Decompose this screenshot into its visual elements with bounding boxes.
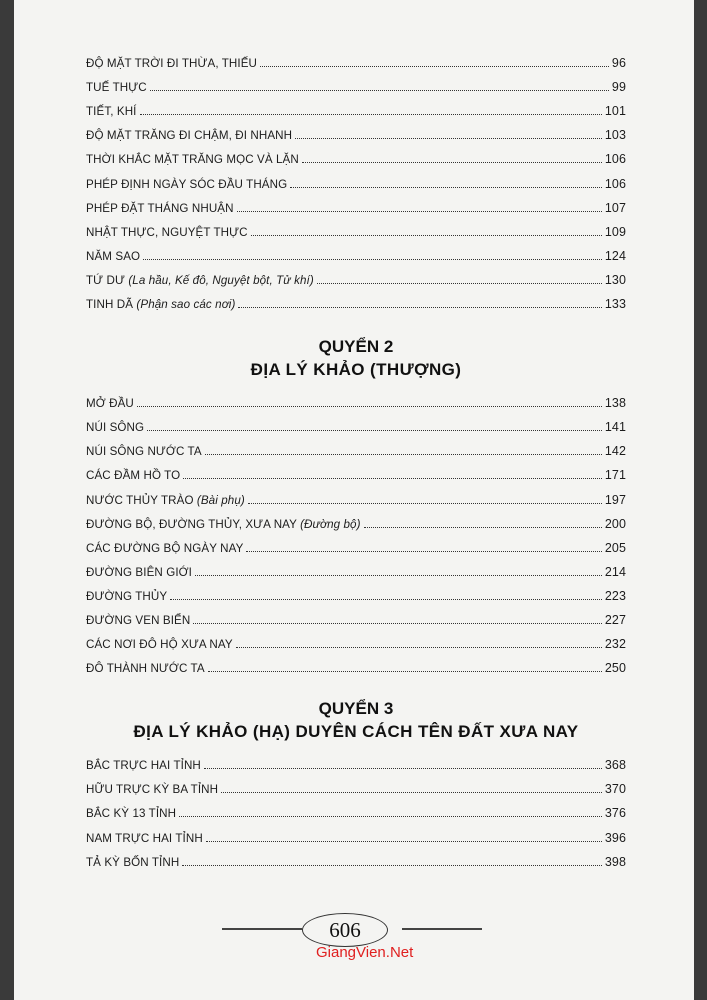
entry-title-text: THỜI KHẮC MẶT TRĂNG MỌC VÀ LẶN (86, 153, 299, 167)
entry-page-number: 109 (604, 224, 626, 239)
entry-title (86, 226, 248, 239)
entry-title-text: PHÉP ĐỊNH NGÀY SÓC ĐẦU THÁNG (86, 177, 288, 191)
entry-page-number: 142 (604, 444, 626, 459)
entry-title-text: BẮC TRỰC HAI TỈNH (86, 759, 201, 773)
entry-title (86, 783, 218, 796)
toc-entry[interactable] (86, 627, 626, 651)
entry-title-text: ĐÔ THÀNH NƯỚC TA (86, 662, 205, 676)
volume-subtitle: ĐỊA LÝ KHẢO (HẠ) DUYÊN CÁCH TÊN ĐẤT XƯA NAY (133, 722, 579, 742)
toc-entry[interactable] (86, 118, 626, 142)
dot-leader (150, 89, 609, 91)
toc-entry[interactable] (86, 263, 626, 287)
toc-entry[interactable] (86, 772, 626, 796)
entry-title (86, 614, 190, 627)
entry-title-text: CÁC ĐẦM HỒ TO (86, 469, 181, 483)
entry-page-number: 106 (604, 176, 626, 191)
entry-title-text: NÚI SÔNG (86, 421, 145, 435)
entry-title-text: TẢ KỲ BỐN TỈNH (86, 855, 180, 869)
section-heading (86, 337, 626, 380)
entry-page-number: 103 (604, 128, 626, 143)
entry-title-text: CÁC NƠI ĐÔ HỘ XƯA NAY (86, 638, 233, 652)
entry-title (86, 542, 243, 555)
dot-leader (238, 306, 601, 308)
toc-entry[interactable] (86, 70, 626, 94)
entry-title (86, 178, 287, 191)
toc-entry[interactable] (86, 94, 626, 118)
toc-entry[interactable] (86, 748, 626, 772)
dot-leader (251, 234, 602, 236)
entry-title (86, 153, 299, 166)
entry-title-text: PHÉP ĐẶT THÁNG NHUẬN (86, 201, 234, 215)
dot-leader (260, 65, 609, 67)
toc-entry[interactable] (86, 46, 626, 70)
entry-title (86, 250, 140, 263)
dot-leader (206, 840, 602, 842)
dot-leader (140, 113, 602, 115)
entry-title (86, 397, 134, 410)
dot-leader (183, 477, 602, 479)
dot-leader (302, 161, 602, 163)
entry-note: (La hầu, Kế đô, Nguyệt bột, Tử khí) (128, 273, 314, 287)
entry-title (86, 57, 257, 70)
dot-leader (204, 767, 602, 769)
entry-title (86, 421, 144, 434)
dot-leader (290, 186, 602, 188)
toc-entry[interactable] (86, 651, 626, 675)
entry-page-number: 376 (604, 806, 626, 821)
dot-leader (208, 670, 602, 672)
entry-title (86, 202, 234, 215)
toc-entry[interactable] (86, 458, 626, 482)
entry-page-number: 141 (604, 420, 626, 435)
entry-title-text: ĐỘ MẶT TRĂNG ĐI CHẬM, ĐI NHANH (86, 129, 293, 143)
entry-page-number: 232 (604, 637, 626, 652)
entry-title (86, 129, 292, 142)
watermark: GiangVien.Net (316, 944, 414, 961)
entry-page-number: 250 (604, 661, 626, 676)
entry-page-number: 368 (604, 758, 626, 773)
entry-title-text: ĐƯỜNG VEN BIỂN (86, 613, 191, 627)
dot-leader (170, 598, 602, 600)
entry-title-text: HỮU TRỰC KỲ BA TỈNH (86, 783, 219, 797)
entry-title (86, 105, 137, 118)
entry-title (86, 807, 176, 820)
entry-page-number: 101 (604, 104, 626, 119)
dot-leader (317, 282, 602, 284)
entry-title-text: NAM TRỰC HAI TỈNH (86, 831, 203, 845)
entry-page-number: 106 (604, 152, 626, 167)
entry-note: (Phận sao các nơi) (136, 298, 236, 312)
entry-note: (Bài phụ) (196, 493, 245, 507)
entry-title (86, 856, 179, 869)
entry-title (86, 662, 205, 675)
entry-page-number: 138 (604, 396, 626, 411)
dot-leader (193, 622, 601, 624)
entry-page-number: 96 (611, 56, 626, 71)
entry-page-number: 107 (604, 200, 626, 215)
entry-page-number: 223 (604, 588, 626, 603)
entry-title-text: CÁC ĐƯỜNG BỘ NGÀY NAY (86, 541, 244, 555)
page-number: 606 (302, 913, 388, 947)
entry-title-text: TỨ DƯ (86, 273, 129, 287)
entry-title (86, 445, 202, 458)
entry-page-number: 396 (604, 830, 626, 845)
entry-page-number: 227 (604, 612, 626, 627)
toc-entry[interactable] (86, 142, 626, 166)
volume-subtitle: ĐỊA LÝ KHẢO (THƯỢNG) (250, 360, 462, 380)
book-page (14, 0, 694, 1000)
dot-leader (221, 791, 602, 793)
dot-leader (147, 429, 602, 431)
dot-leader (246, 550, 601, 552)
entry-title-text: ĐƯỜNG BỘ, ĐƯỜNG THỦY, XƯA NAY (86, 517, 301, 531)
entry-title-text: NHẬT THỰC, NGUYỆT THỰC (86, 225, 248, 239)
entry-page-number: 171 (604, 468, 626, 483)
toc-entry[interactable] (86, 482, 626, 506)
dot-leader (143, 258, 602, 260)
entry-title-text: BẮC KỲ 13 TỈNH (86, 807, 177, 821)
entry-page-number: 133 (604, 297, 626, 312)
entry-title-text: NÚI SÔNG NƯỚC TA (86, 445, 202, 459)
dot-leader (205, 453, 602, 455)
entry-title (86, 81, 147, 94)
entry-page-number: 130 (604, 272, 626, 287)
toc-entry[interactable] (86, 410, 626, 434)
entry-note: (Đường bộ) (300, 517, 361, 531)
volume-title: QUYỂN 3 (318, 699, 394, 719)
ornament-right (402, 928, 482, 930)
entry-page-number: 124 (604, 248, 626, 263)
entry-page-number: 214 (604, 564, 626, 579)
toc-entry[interactable] (86, 796, 626, 820)
toc-entry[interactable] (86, 287, 626, 311)
entry-title-text: ĐỘ MẶT TRỜI ĐI THỪA, THIẾU (86, 57, 258, 71)
entry-title (86, 518, 361, 531)
toc-entry[interactable] (86, 820, 626, 844)
toc-entry[interactable] (86, 845, 626, 869)
entry-title (86, 298, 235, 311)
volume-title: QUYỂN 2 (318, 337, 394, 357)
entry-title-text: TINH DÃ (86, 298, 137, 312)
entry-title-text: MỞ ĐẦU (86, 397, 134, 411)
entry-page-number: 99 (611, 80, 626, 95)
dot-leader (236, 646, 602, 648)
entry-title-text: NĂM SAO (86, 249, 141, 263)
entry-page-number: 200 (604, 516, 626, 531)
toc-entry[interactable] (86, 166, 626, 190)
dot-leader (182, 864, 602, 866)
entry-title (86, 759, 201, 772)
dot-leader (137, 405, 602, 407)
entry-title-text: TIẾT, KHÍ (86, 105, 137, 119)
dot-leader (364, 526, 602, 528)
toc-entry[interactable] (86, 555, 626, 579)
entry-title-text: ĐƯỜNG THỦY (86, 589, 168, 603)
entry-title (86, 638, 233, 651)
toc-entry[interactable] (86, 191, 626, 215)
toc-entry[interactable] (86, 579, 626, 603)
toc-entry[interactable] (86, 603, 626, 627)
entry-page-number: 197 (604, 492, 626, 507)
entry-title-text: TUẾ THỰC (86, 81, 147, 95)
toc-entry[interactable] (86, 239, 626, 263)
entry-title (86, 832, 203, 845)
toc-entry[interactable] (86, 434, 626, 458)
entry-title (86, 469, 180, 482)
toc-entry[interactable] (86, 531, 626, 555)
dot-leader (237, 210, 602, 212)
dot-leader (179, 815, 602, 817)
entry-title (86, 590, 167, 603)
toc-entry[interactable] (86, 507, 626, 531)
entry-page-number: 370 (604, 782, 626, 797)
entry-title-text: ĐƯỜNG BIÊN GIỚI (86, 565, 193, 579)
dot-leader (195, 574, 602, 576)
table-of-contents (86, 46, 626, 869)
entry-title (86, 494, 245, 507)
entry-page-number: 205 (604, 540, 626, 555)
entry-title (86, 274, 314, 287)
toc-entry[interactable] (86, 386, 626, 410)
dot-leader (295, 137, 602, 139)
section-heading (86, 699, 626, 742)
entry-title-text: NƯỚC THỦY TRÀO (86, 493, 197, 507)
entry-title (86, 566, 192, 579)
toc-entry[interactable] (86, 215, 626, 239)
dot-leader (248, 502, 602, 504)
ornament-left (222, 928, 302, 930)
entry-page-number: 398 (604, 854, 626, 869)
